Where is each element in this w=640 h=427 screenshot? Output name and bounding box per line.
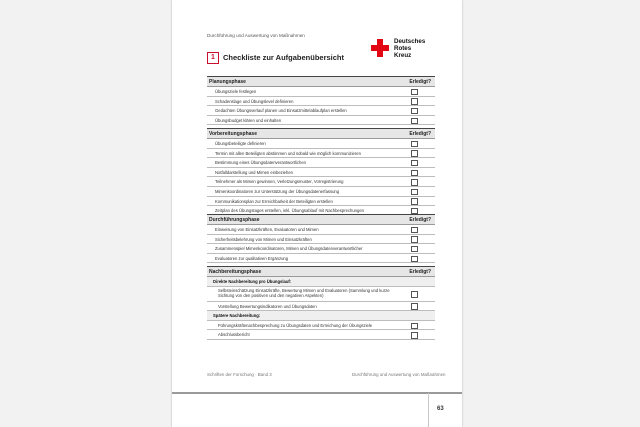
section-durchfuehrungsphase: [207, 214, 435, 263]
item-label: Teilnehmer als Mimen gewinnen, Verletzungsmuster, Vorregistrierung: [215, 179, 344, 185]
checklist-item: [207, 235, 435, 245]
section-title: Nachbereitungsphase: [209, 268, 262, 275]
section-header: [207, 128, 435, 139]
checkbox[interactable]: [411, 89, 418, 96]
checklist-item: [207, 330, 435, 340]
checkbox[interactable]: [411, 141, 418, 148]
item-label: Abschlussbericht: [218, 332, 250, 338]
section-title: Vorbereitungsphase: [209, 130, 257, 137]
item-label: Mimenkoordinatoren zur Unterstützung der Übungsdatenerfassung: [215, 188, 340, 194]
checklist-item: [207, 106, 435, 116]
section-nachbereitungsphase: [207, 266, 435, 340]
section-planungsphase: [207, 76, 435, 125]
section-header: [207, 266, 435, 277]
checkbox[interactable]: [411, 332, 418, 339]
checkbox[interactable]: [411, 118, 418, 125]
item-label: Termin mit allen Beteiligten abstimmen und sobald wie möglich kommunizieren: [215, 150, 361, 156]
item-label: Einweisung von Einsatzkräften, Evaluatoren und Mimen: [215, 227, 319, 232]
checklist-item: [207, 116, 435, 126]
item-label: Gedachten Übungsverlauf planen und Einsatzmittelablaufplan erstellen: [215, 108, 347, 114]
item-label: Evaluatoren zur qualitativen Ergänzung: [215, 255, 289, 261]
item-label: Bestimmung eines Übungsdatenverantwortlichen: [215, 160, 307, 166]
section-vorbereitungsphase: [207, 128, 435, 216]
red-cross-logo: [371, 38, 435, 64]
red-cross-icon-bar: [371, 45, 389, 51]
footer-right: Durchführung und Auswertung von Maßnahmen: [352, 372, 446, 377]
done-column-header: Erledigt?: [409, 268, 431, 275]
checklist-item: [207, 149, 435, 159]
checkbox[interactable]: [411, 108, 418, 115]
checklist-item: [207, 225, 435, 235]
checkbox[interactable]: [411, 246, 418, 253]
checkbox[interactable]: [411, 98, 418, 105]
checkbox[interactable]: [411, 323, 418, 330]
checkbox[interactable]: [411, 236, 418, 243]
section-title: Planungsphase: [209, 78, 246, 85]
running-title: Durchführung und Auswertung von Maßnahmen: [207, 33, 305, 38]
item-label: Sicherheitsbelehrung von Mimen und Einsatzkräften: [215, 236, 312, 242]
checkbox[interactable]: [411, 198, 418, 205]
section-header: [207, 76, 435, 87]
page-divider: [172, 392, 462, 394]
footer-left: Schriften der Forschung · Band 3: [207, 372, 272, 377]
checklist-item: [207, 87, 435, 97]
page-title: Checkliste zur Aufgabenübersicht: [223, 53, 344, 62]
checklist-item: [207, 187, 435, 197]
item-label: Führungskräftenachbesprechung zu Übungsdaten und Erreichung der Übungsziele: [218, 322, 373, 328]
checkbox[interactable]: [411, 179, 418, 186]
checklist-item: [207, 287, 435, 302]
checkbox[interactable]: [411, 256, 418, 263]
logo-line-1: Deutsches: [394, 38, 426, 45]
checklist-item: [207, 139, 435, 149]
checkbox[interactable]: [411, 291, 418, 298]
item-label: Vorstellung Bewertungsindikatoren und Übungsdaten: [218, 303, 317, 309]
item-label: Zusammenspiel Mimenkoordinatoren, Mimen und Übungsdatenverantwortlicher: [215, 246, 363, 252]
checkbox[interactable]: [411, 303, 418, 310]
item-label: Kommunikationsplan zur Erreichbarkeit der Beteiligten erstellen: [215, 198, 333, 204]
page-number: 63: [437, 406, 444, 412]
done-column-header: Erledigt?: [409, 130, 431, 137]
section-header: [207, 214, 435, 225]
checkbox[interactable]: [411, 170, 418, 177]
checkbox[interactable]: [411, 150, 418, 157]
logo-line-3: Kreuz: [394, 52, 412, 59]
item-label: Zeitplan des Übungstages erstellen, inkl. Übungsablauf mit Nachbesprechungen: [215, 208, 364, 214]
item-label: Übungsbeteiligte definieren: [215, 141, 266, 146]
item-label: Schadenslage und Übungslevel definieren: [215, 98, 294, 104]
checklist-item: [207, 177, 435, 187]
side-rule: [428, 393, 429, 427]
item-label: Notfalldarstellung und Mimen einbeziehen: [215, 169, 293, 175]
subsection-header: [207, 277, 435, 287]
subsection-header: [207, 311, 435, 321]
checklist-item: [207, 321, 435, 331]
checkbox[interactable]: [411, 189, 418, 196]
item-label: Selbsteinschätzung Einsatzkräfte, Bewertung Mimen und Evaluatoren (Sammlung und kurze Sichtung von den positiven und den negativen Aspekten): [218, 288, 390, 299]
checklist-item: [207, 254, 435, 264]
checklist-item: [207, 197, 435, 207]
logo-line-2: Rotes: [394, 45, 412, 52]
checkbox[interactable]: [411, 227, 418, 234]
section-title: Durchführungsphase: [209, 216, 260, 223]
done-column-header: Erledigt?: [409, 216, 431, 223]
checklist-item: [207, 244, 435, 254]
item-label: Übungsbudget klären und einhalten: [215, 117, 282, 123]
section-number: 1: [207, 52, 219, 64]
done-column-header: Erledigt?: [409, 78, 431, 85]
logo-text: [394, 38, 425, 59]
checklist-item: [207, 302, 435, 312]
checklist-item: [207, 158, 435, 168]
subsection-title: Direkte Nachbereitung pro Übungslauf:: [213, 279, 292, 284]
item-label: Übungsziele festlegen: [215, 89, 257, 94]
subsection-title: Spätere Nachbereitung:: [213, 313, 261, 319]
checkbox[interactable]: [411, 160, 418, 167]
checklist-item: [207, 168, 435, 178]
checklist-item: [207, 97, 435, 107]
